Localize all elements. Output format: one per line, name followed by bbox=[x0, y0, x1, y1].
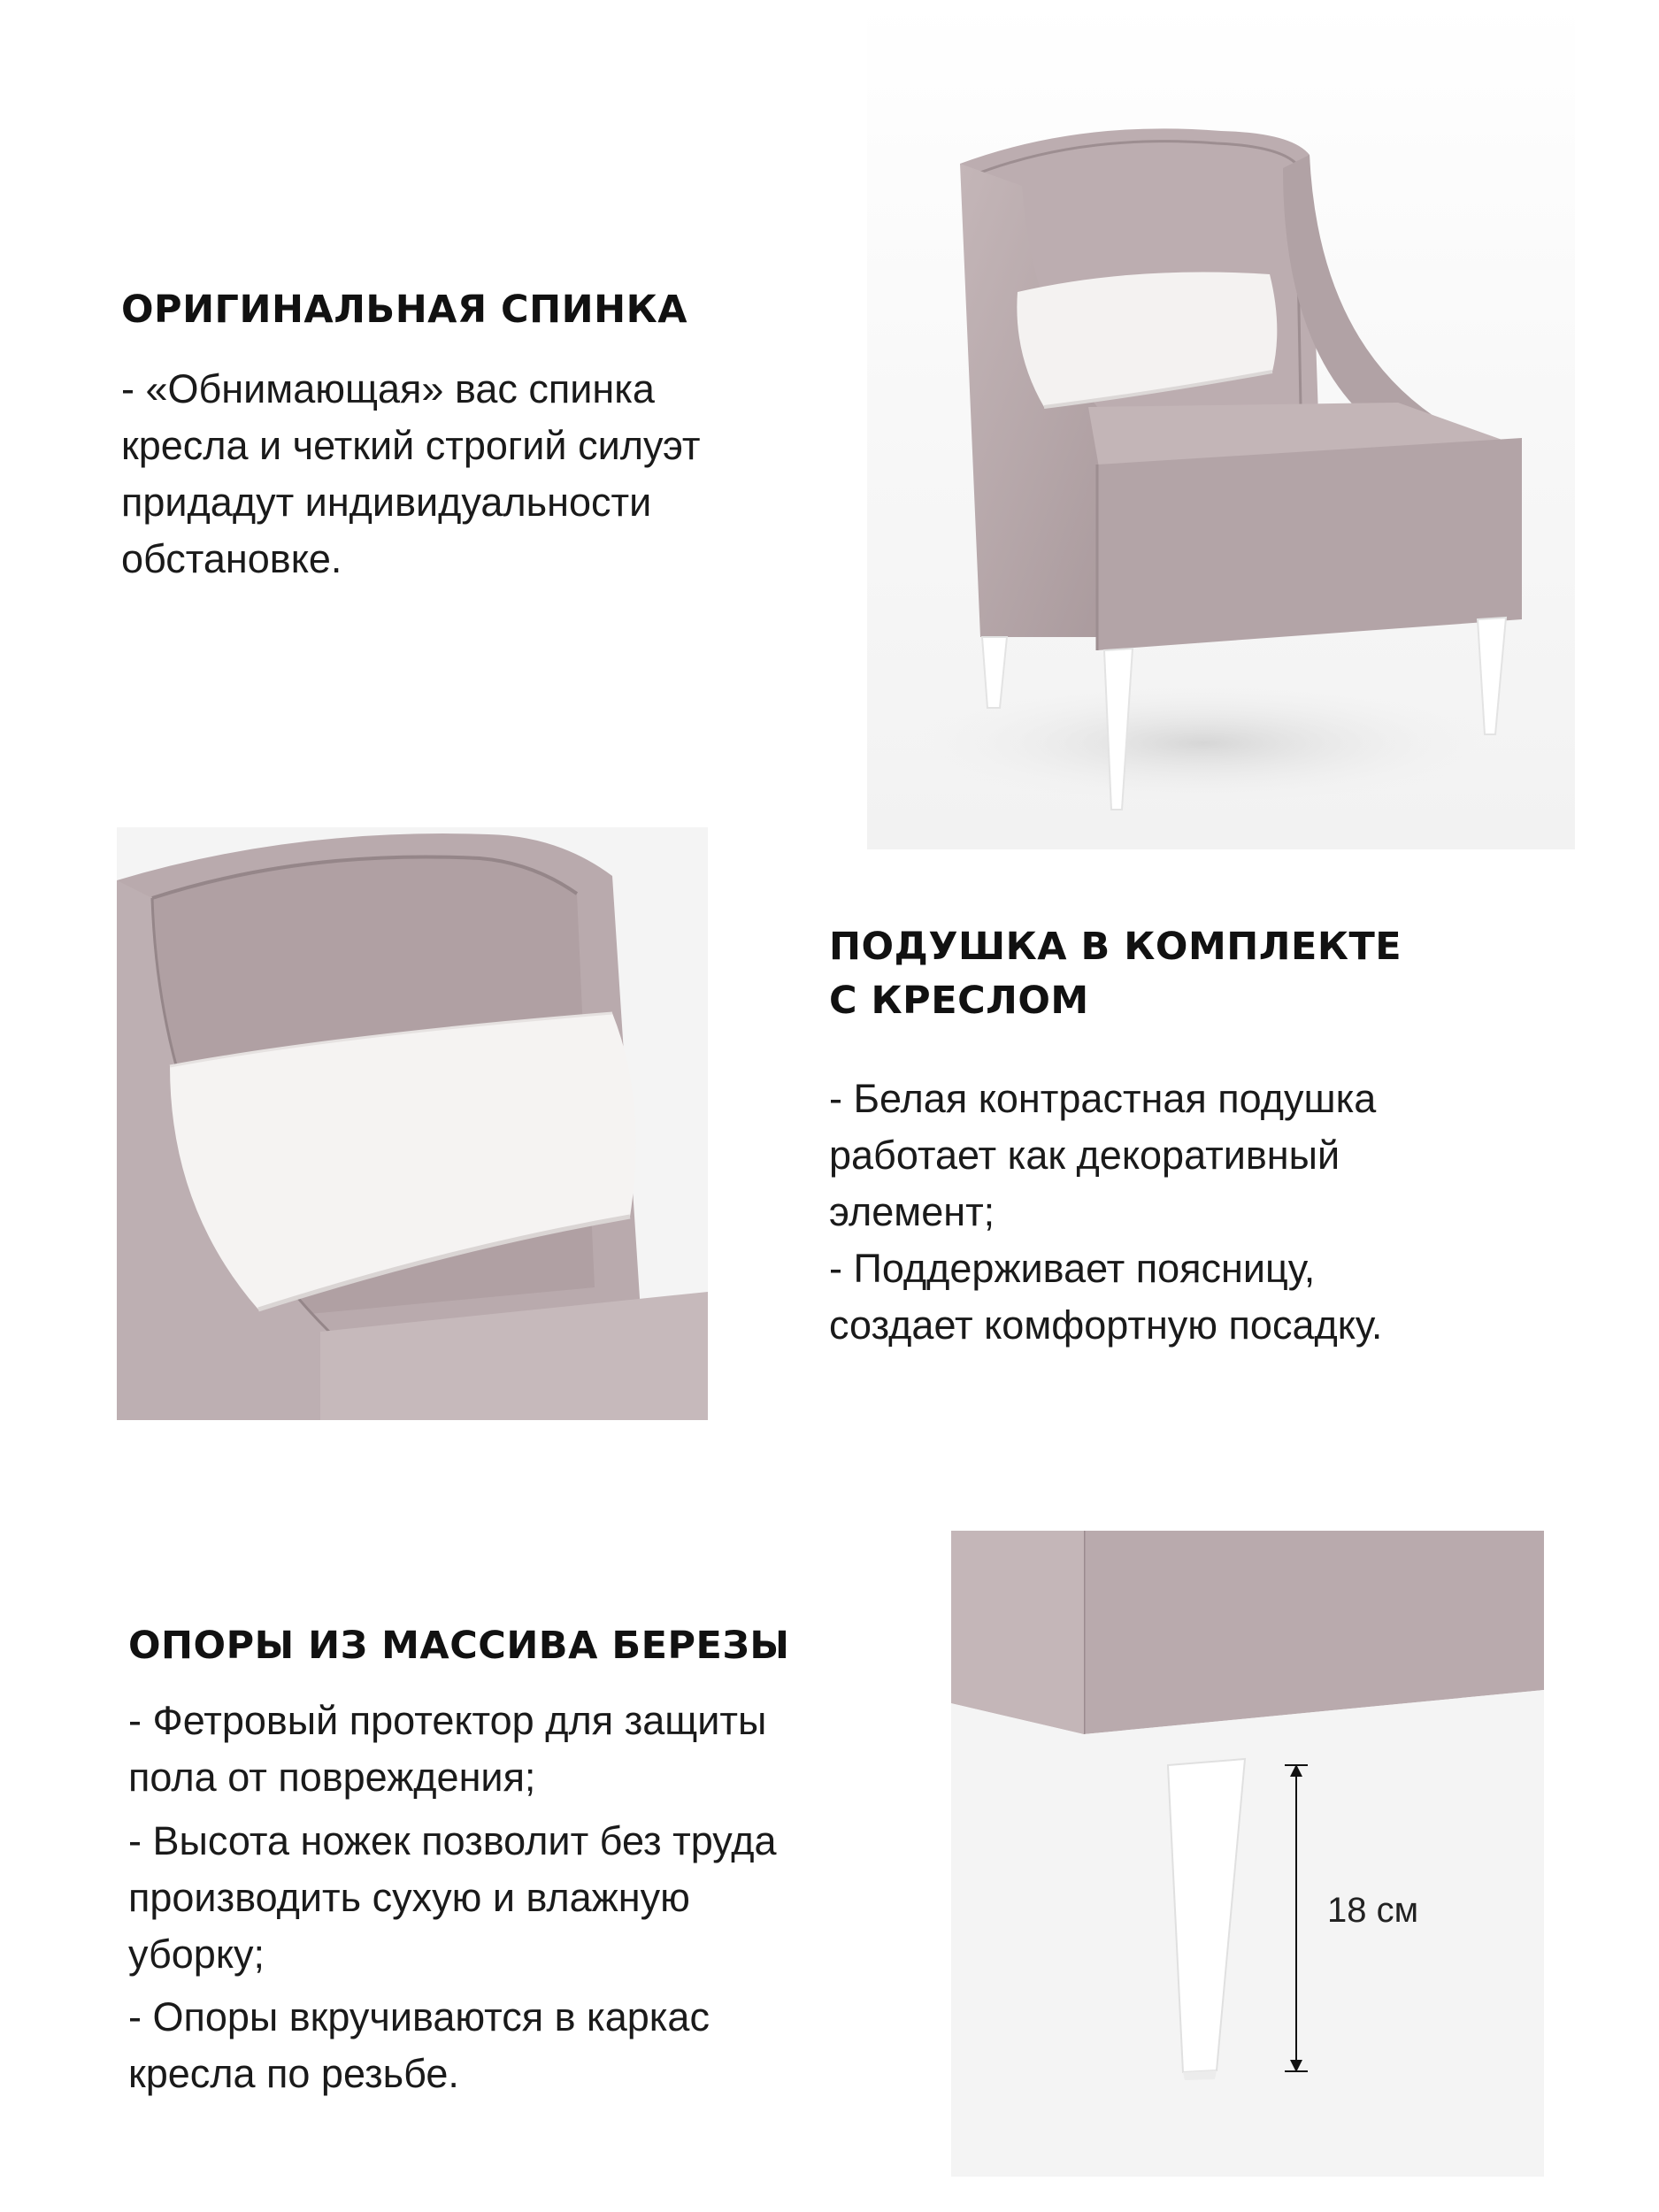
armchair-photo bbox=[867, 0, 1575, 849]
section-3-line: кресла по резьбе. bbox=[128, 2051, 459, 2097]
section-2-line: - Поддерживает поясницу, bbox=[829, 1245, 1316, 1291]
leg-height-arrow bbox=[1283, 1763, 1310, 2074]
pillow-closeup-photo bbox=[117, 827, 708, 1420]
section-2-heading-line: ПОДУШКА В КОМПЛЕКТЕ bbox=[829, 925, 1402, 969]
section-1-line: обстановке. bbox=[121, 535, 342, 581]
section-3-line: производить сухую и влажную bbox=[128, 1874, 690, 1920]
section-2-heading bbox=[829, 920, 1402, 1028]
section-3-heading: ОПОРЫ ИЗ МАССИВА БЕРЕЗЫ bbox=[128, 1624, 790, 1668]
section-1-line: придадут индивидуальности bbox=[121, 479, 652, 525]
section-3-line: - Высота ножек позволит без труда bbox=[128, 1817, 777, 1863]
section-2-line: - Белая контрастная подушка bbox=[829, 1076, 1377, 1121]
section-1-heading: ОРИГИНАЛЬНАЯ СПИНКА bbox=[121, 288, 687, 332]
section-2-heading-line: С КРЕСЛОМ bbox=[829, 979, 1089, 1024]
section-3-line: - Фетровый протектор для защиты bbox=[128, 1698, 767, 1743]
section-2-line: создает комфортную посадку. bbox=[829, 1302, 1383, 1348]
leg-closeup-photo bbox=[951, 1531, 1544, 2177]
leg-height-label: 18 см bbox=[1327, 1891, 1419, 1930]
section-2-text bbox=[829, 1071, 1382, 1353]
section-3-line: - Опоры вкручиваются в каркас bbox=[128, 1994, 710, 2040]
section-2-line: работает как декоративный bbox=[829, 1132, 1340, 1178]
section-3-line: уборку; bbox=[128, 1931, 265, 1977]
section-1-text bbox=[121, 361, 701, 588]
section-3-text bbox=[128, 1693, 777, 2102]
section-1-line: - «Обнимающая» вас спинка bbox=[121, 366, 655, 411]
section-2-line: элемент; bbox=[829, 1188, 995, 1234]
section-3-line: пола от повреждения; bbox=[128, 1754, 536, 1800]
section-1-line: кресла и четкий строгий силуэт bbox=[121, 422, 701, 468]
